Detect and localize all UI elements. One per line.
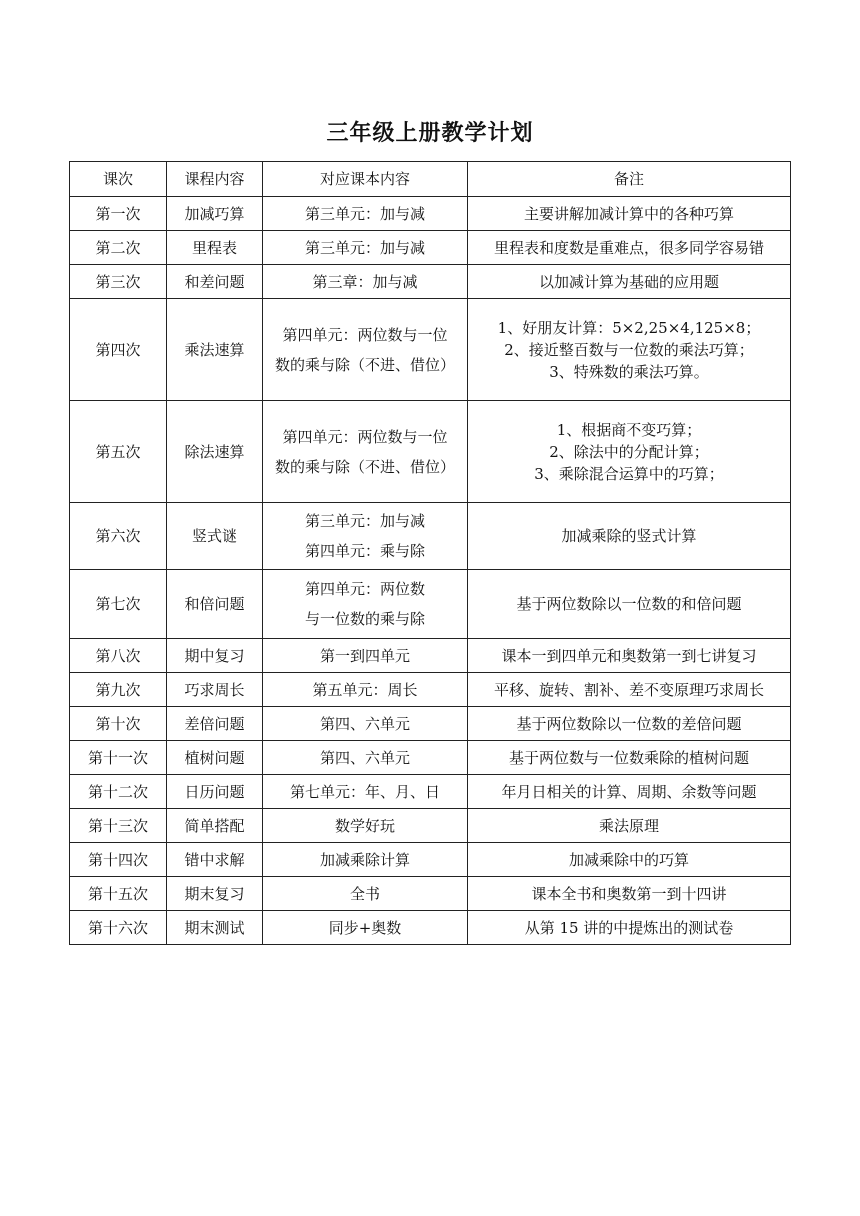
notes-line: 1、好朋友计算：5×2,25×4,125×8； — [497, 318, 761, 337]
textbook-line: 第四单元：两位数与一位 — [282, 325, 448, 344]
lesson-cell: 第三次 — [70, 265, 167, 299]
topic-cell: 除法速算 — [167, 401, 263, 503]
textbook-line: 第四单元：两位数与一位 — [282, 427, 448, 446]
textbook-cell — [263, 775, 468, 809]
lesson-cell: 第十五次 — [70, 877, 167, 911]
lesson-cell: 第八次 — [70, 639, 167, 673]
topic-cell: 差倍问题 — [167, 707, 263, 741]
notes-cell — [468, 707, 791, 741]
table-row — [70, 911, 791, 945]
textbook-line: 第三单元：加与减 — [304, 512, 425, 530]
textbook-cell — [263, 503, 468, 570]
header-textbook: 对应课本内容 — [263, 162, 468, 197]
notes-line: 主要讲解加减计算中的各种巧算 — [523, 204, 734, 223]
notes-line: 2、接近整百数与一位数的乘法巧算； — [504, 340, 754, 359]
textbook-cell — [263, 401, 468, 503]
textbook-cell — [263, 639, 468, 673]
lesson-cell: 第十三次 — [70, 809, 167, 843]
header-notes: 备注 — [468, 162, 791, 197]
textbook-line: 第四单元：乘与除 — [304, 542, 425, 560]
table-row — [70, 299, 791, 401]
textbook-cell — [263, 877, 468, 911]
notes-cell — [468, 809, 791, 843]
topic-cell: 期末测试 — [167, 911, 263, 945]
header-lesson: 课次 — [70, 162, 167, 197]
topic-cell: 和差问题 — [167, 265, 263, 299]
lesson-cell: 第十六次 — [70, 911, 167, 945]
notes-cell — [468, 775, 791, 809]
lesson-cell: 第一次 — [70, 197, 167, 231]
lesson-cell: 第十四次 — [70, 843, 167, 877]
textbook-line: 与一位数的乘与除 — [304, 610, 425, 628]
notes-line: 从第 15 讲的中提炼出的测试卷 — [524, 918, 734, 937]
topic-cell: 里程表 — [167, 231, 263, 265]
textbook-cell — [263, 707, 468, 741]
textbook-cell — [263, 741, 468, 775]
table-row — [70, 877, 791, 911]
teaching-plan-table — [69, 161, 791, 945]
topic-cell: 日历问题 — [167, 775, 263, 809]
table-header-row — [70, 162, 791, 197]
lesson-cell: 第十次 — [70, 707, 167, 741]
notes-cell — [468, 843, 791, 877]
notes-cell — [468, 570, 791, 639]
textbook-line: 第七单元：年、月、日 — [289, 782, 440, 801]
lesson-cell: 第二次 — [70, 231, 167, 265]
textbook-line: 第四、六单元 — [319, 714, 410, 733]
textbook-cell — [263, 911, 468, 945]
notes-line: 3、乘除混合运算中的巧算； — [534, 464, 724, 483]
notes-cell — [468, 673, 791, 707]
notes-cell — [468, 877, 791, 911]
table-row — [70, 809, 791, 843]
notes-line: 基于两位数与一位数乘除的植树问题 — [508, 748, 749, 767]
notes-cell — [468, 231, 791, 265]
topic-cell: 和倍问题 — [167, 570, 263, 639]
topic-cell: 竖式谜 — [167, 503, 263, 570]
topic-cell: 期中复习 — [167, 639, 263, 673]
textbook-line: 第三章：加与减 — [312, 272, 418, 291]
table-row — [70, 843, 791, 877]
lesson-cell: 第九次 — [70, 673, 167, 707]
notes-line: 乘法原理 — [598, 816, 659, 835]
table-row — [70, 197, 791, 231]
textbook-line: 第三单元：加与减 — [304, 238, 425, 257]
textbook-line: 数的乘与除（不进、借位） — [274, 457, 455, 476]
textbook-line: 数的乘与除（不进、借位） — [274, 355, 455, 374]
notes-line: 课本全书和奥数第一到十四讲 — [531, 884, 727, 903]
textbook-line: 加减乘除计算 — [319, 850, 410, 869]
textbook-line: 第一到四单元 — [319, 646, 410, 665]
topic-cell: 巧求周长 — [167, 673, 263, 707]
notes-line: 课本一到四单元和奥数第一到七讲复习 — [501, 646, 757, 665]
textbook-cell — [263, 673, 468, 707]
lesson-cell: 第五次 — [70, 401, 167, 503]
notes-line: 加减乘除中的巧算 — [568, 850, 689, 869]
textbook-line: 第四、六单元 — [319, 748, 410, 767]
notes-line: 1、根据商不变巧算； — [556, 420, 702, 439]
table-row — [70, 673, 791, 707]
topic-cell: 加减巧算 — [167, 197, 263, 231]
lesson-cell: 第七次 — [70, 570, 167, 639]
table-body — [70, 197, 791, 945]
notes-line: 基于两位数除以一位数的和倍问题 — [516, 595, 742, 613]
notes-line: 里程表和度数是重难点，很多同学容易错 — [493, 238, 764, 257]
notes-cell — [468, 741, 791, 775]
lesson-cell: 第六次 — [70, 503, 167, 570]
page-title: 三年级上册教学计划 — [326, 121, 534, 146]
topic-cell: 植树问题 — [167, 741, 263, 775]
lesson-cell: 第四次 — [70, 299, 167, 401]
textbook-cell — [263, 265, 468, 299]
textbook-line: 全书 — [349, 884, 380, 903]
lesson-cell: 第十一次 — [70, 741, 167, 775]
table-row — [70, 741, 791, 775]
notes-cell — [468, 401, 791, 503]
header-topic: 课程内容 — [167, 162, 263, 197]
topic-cell: 期末复习 — [167, 877, 263, 911]
textbook-cell — [263, 570, 468, 639]
textbook-cell — [263, 231, 468, 265]
table-row — [70, 775, 791, 809]
textbook-line: 第四单元：两位数 — [304, 580, 425, 598]
notes-cell — [468, 639, 791, 673]
table-row — [70, 707, 791, 741]
textbook-cell — [263, 197, 468, 231]
textbook-line: 数学好玩 — [334, 816, 395, 835]
notes-line: 2、除法中的分配计算； — [549, 442, 709, 461]
table-row — [70, 265, 791, 299]
textbook-line: 第三单元：加与减 — [304, 204, 425, 223]
textbook-cell — [263, 299, 468, 401]
notes-line: 基于两位数除以一位数的差倍问题 — [516, 714, 742, 733]
notes-cell — [468, 503, 791, 570]
table-row — [70, 639, 791, 673]
notes-cell — [468, 299, 791, 401]
notes-cell — [468, 197, 791, 231]
topic-cell: 乘法速算 — [167, 299, 263, 401]
table-row — [70, 231, 791, 265]
notes-line: 加减乘除的竖式计算 — [561, 527, 697, 545]
notes-cell — [468, 265, 791, 299]
textbook-line: 第五单元：周长 — [312, 680, 418, 699]
topic-cell: 错中求解 — [167, 843, 263, 877]
notes-cell — [468, 911, 791, 945]
textbook-line: 同步+奥数 — [328, 918, 402, 937]
notes-line: 平移、旋转、割补、差不变原理巧求周长 — [493, 680, 764, 699]
notes-line: 年月日相关的计算、周期、余数等问题 — [501, 782, 757, 801]
notes-line: 以加减计算为基础的应用题 — [538, 272, 719, 291]
table-row — [70, 570, 791, 639]
lesson-cell: 第十二次 — [70, 775, 167, 809]
topic-cell: 简单搭配 — [167, 809, 263, 843]
table-row — [70, 401, 791, 503]
textbook-cell — [263, 843, 468, 877]
textbook-cell — [263, 809, 468, 843]
table-row — [70, 503, 791, 570]
notes-line: 3、特殊数的乘法巧算。 — [549, 362, 709, 381]
